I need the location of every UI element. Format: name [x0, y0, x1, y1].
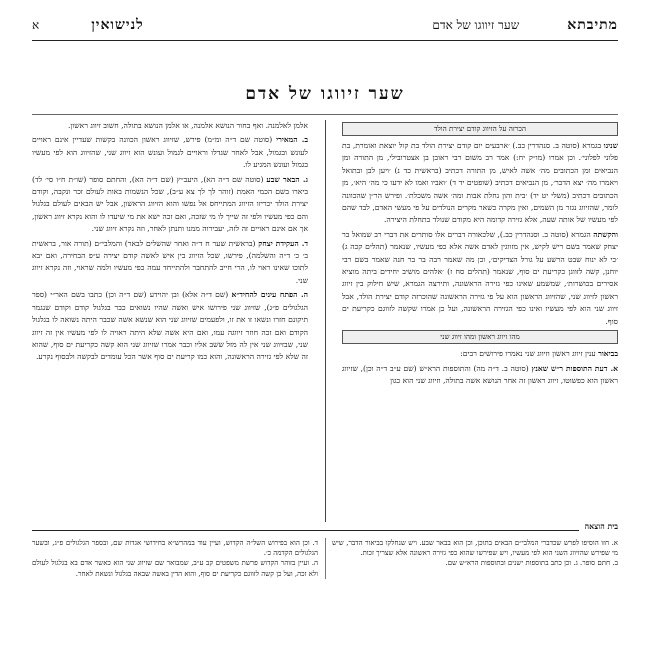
paragraph-lead: ד. העקידת יצחק	[258, 238, 308, 248]
paragraph	[32, 134, 308, 171]
paragraph-text: (סוטה שם ד״ה ומ״מ) פירש, שזיווג ראשון הכוונה בקשות שעדיין אינם ראויים לעונש ובגמול, אבל לאחר שגדלו וראויים לגמול ועונש הוא זיווג שני, שהזיווג הוא לפי מעשיו בגמול ועונש המגיע לו.	[32, 135, 308, 170]
paragraph-text: בגמרא (סוטה ב. סנהדרין כב.) ׳ארבעים יום קודם יצירת הולד בת קול יוצאת ואומרת, בת פלוני לפלוני׳. וכן אמרו (מו״ק יח:) אמר רב משום רבי ראובן בן אצטרובילי, מן התורה ומן הנביאים ומן הכתובים מה׳ אשה לאיש, מן התורה דכתיב (בראשית כד נ) ׳ויען לבן ובתואל ויאמרו מה׳ יצא הדבר׳, מן הנביאים דכתיב (שופטים יד ד) ׳ואביו ואמו לא ידעו כי מה׳ היא׳, מן הכתובים דכתיב (משלי יט יד) ׳בית והון נחלת אבות ומה׳ אשה משכלת׳. ופירש הר״ן שהכוונה לומר, שהזיווג נגזר מן השמים, ואין מקרה כשאר מקרים הנולדים על פי מעשי האדם, לבד שהם לפי מעשיו של אותה שעה, אלא גזירה קדומה היא מקודם שנולד בתחלת היצירה.	[342, 141, 618, 225]
header-left-group	[32, 17, 144, 34]
paragraph	[32, 238, 308, 288]
paragraph	[342, 348, 618, 360]
left-column	[32, 120, 308, 366]
paragraph-lead: א. דעת התוספות ר״ש שאנץ	[531, 363, 618, 373]
footnotes-label: בית הוצאה	[579, 522, 618, 531]
title-rule	[32, 114, 618, 115]
paragraph-lead: ה. הפתח עינים להחיד״א	[231, 290, 308, 300]
gate-title: שער זיווגו של אדם	[432, 17, 520, 32]
page-title: שער זיווגו של אדם	[245, 84, 405, 104]
book-name: מתיבתא	[567, 16, 618, 33]
paragraph	[342, 363, 618, 388]
page-letter: א	[32, 17, 40, 32]
section-heading-box: הכרזה על הזיווג קודם יצירת הולד	[342, 122, 618, 136]
footnotes-rule	[32, 530, 618, 531]
header-right-group	[432, 17, 618, 34]
section-name: לנישואין	[91, 16, 144, 33]
paragraph-text: (סוטה ב. ד״ה מה) והתוספות הרא״ש (שם ע״ב ד״ה וכן), שזיווג ראשון הוא כפשוטו, זיווג ראשון זה אחר הנושא אשה בתולה, וזיווג שני הוא כגון	[342, 363, 618, 385]
running-header	[32, 14, 618, 36]
paragraph	[342, 140, 618, 227]
paragraph-text: הגמרא (סוטה ב. וסנהדרין כב.), שלכאורה דברים אלו סותרים את דברי רב שמואל בר יצחק שאמר בשם ריש לקיש, אין מזווגין לאדם אשה אלא כפי מעשיו, שנאמר (תהלים קכה ג) ׳כי לא ינוח שבט הרשע על גורל הצדיקים׳, וכן מה שאמר רבה בר בר חנה שאמר בשם רבי יוחנן, קשה לזווגן כקריעת ים סוף, שנאמר (תהלים סח ז) ׳אלהים מושיב יחידים ביתה מוציא אסירים בכושרות׳, שמשמע שאינו כפי גזירה הראשונה, ותירצה הגמרא, שיש חילוק בין זיווג ראשון לזיווג שני, שהזיווג הראשון הוא על פי גזירה הראשונה שהוכרזה קודם יצירת הולד, אבל זיווג שני הוא לפי מעשיו ואינו כפי הגזירה הראשונה, ועל כן אמרו שקשה לזווגם כקריעת ים סוף.	[342, 229, 618, 326]
section-heading-box: מהו זיווג ראשון ומהו זיווג שני	[342, 330, 618, 344]
column-divider	[325, 120, 326, 522]
header-rule	[32, 40, 618, 41]
paragraph-text: ענין זיווג ראשון וזיווג שני נאמרו פירושים רבים:	[460, 349, 596, 359]
footnotes	[32, 538, 618, 579]
paragraph	[32, 289, 308, 363]
paragraph-text: אלמן לאלמנה. ואף בחור הנושא אלמנה, או אלמן הנושא בתולה, חשוב זיווג ראשון.	[67, 121, 308, 130]
paragraph-text: (בראשית שער ח ד״ה ואחר שהשלים לבאר) והמלבי״ם (תורה אור, בראשית ב׳ כ׳ ד״ה והשלמה), פירשו, שכל הזיווג בין איש לאשה קודם יצירה ע״פ הבחירה, ואם יבא לתוכו שאינו ראוי לו, הרי חייב להתחבר ולהתייחד עמה כפי מעשיו ולמה שראוי, וזה נקרא זיווג שני.	[32, 238, 308, 285]
paragraph-lead: שנינו	[603, 141, 619, 150]
paragraph-lead: ב. המאירי	[276, 135, 308, 145]
paragraph-text: (שם ד״ה אלא) ובן יהוידע (שם ד״ה וכן) כתבו בשם האר״י (ספר הגלגולים פ״ג), שזיווג שני פירושו איש ואשה שהיו נשואים כבר בגלגול קודם וקודם שנגמר תיקונם חזרו ונשאו זו את זו, ולפעמים שזיווג שני הוא שנשא אשה שכבר היתה נשואה לו בגלגול הקודם ואם זכה חוזר זיווגה עמו, ואם היא אשה שלא היתה ראויה לו לפי מעשיו אין זה זיווג שני, שבזיווג שני אין לה מזל ששב אליו וכבר אמרו שזיווג שני הוא קשה כקריעת ים סוף, שהוא זה שלא לפי גזירה הראשונה, והוא כמו קריעת ים סוף אשר הכל עומדים לבקשה ולבסוף נקרע.	[32, 290, 308, 362]
paragraph	[32, 120, 308, 132]
footnote: א. חזו הוסיפו לפרש שכדברי המלבי״ם הבאים בתוכן, וכן הוא בבאר שבע. ויש שנחלקו בביאור הדבר, שיש מי שפירש שהזיווג השני הוא לפי מעשיו, ויש שפירשו שהוא כפי גזירה ראשונה אלא שצריך זכות.	[332, 539, 618, 558]
paragraph-lead: והקשתה	[593, 229, 618, 239]
footnote: ה. ועיין בזוהר הקדוש פרשת משפטים קב ע״ב, שמבואר שם שזיווג שני הוא כאשר אדם בא בגלגול לעולם ולא זכה, ועל כן קשה לזווגם כקריעת ים סוף, והוא הדין באשה שבאה בגלגול ונשאת לאחר.	[32, 559, 318, 578]
paragraph	[342, 229, 618, 328]
paragraph-lead: ג. הבאר שבע	[266, 174, 308, 184]
right-column	[342, 120, 618, 389]
paragraph-text: (סוטה שם ד״ה הא), היעב״ץ (שם ד״ה הא), והחתם סופר (שו״ת ח״ו סי׳ לד) ביארו בשם הכמי האמת (זוהר לך לך צא ע״ב), שכל הנשמות באות לעולם זכר ונקבה, וקודם יצירת הולד יכריזו הזיווג המתייחס אל נפשו והוא הזיווג הראשון, אבל יש הבאים לעולם בגלגול והם כפי מעשיו ולפי זה שייך לו מי שזכה, ואם זכה ישא את מי שיעדו לו והוא נקרא זיווג ראשון, אך אם אינם ראויים זה לזה, יעבירוה ממנו ותנתן לאחר, וזה נקרא זיווג שני.	[32, 174, 308, 234]
footnote: ב. חתם סופר. ג. וכן כתב בתוספות ישנים ובתוספות הרא״ש שם.	[445, 559, 618, 568]
paragraph	[32, 174, 308, 236]
footnote: ד. וכן הוא בפירוש השל״ה הקדוש, ועיין עוד במהרש״א בחידושי אגדות שם, ובספר הגלגולים פ״ג, ובשער הגלגולים הקדמה כ׳.	[32, 539, 318, 558]
paragraph-lead: בביאור	[598, 349, 618, 359]
